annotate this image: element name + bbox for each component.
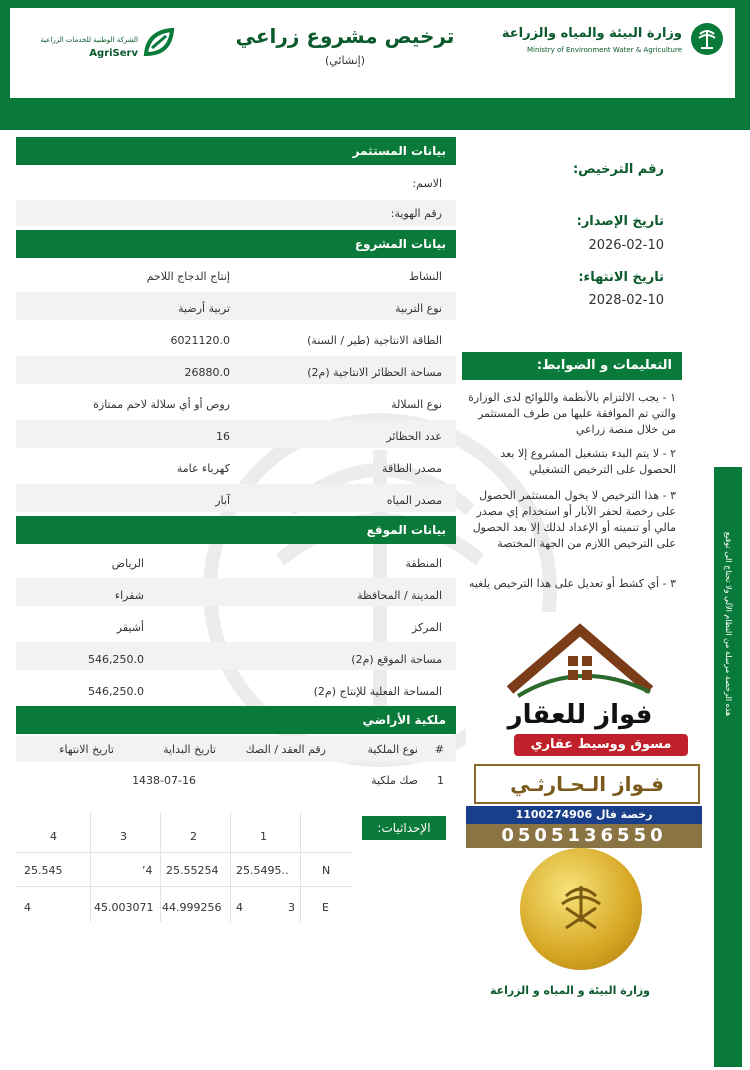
ministry-name-ar: وزارة البيئة والمياه والزراعة: [501, 26, 682, 41]
project-section-header: بيانات المشروع: [16, 230, 456, 258]
coord-divider: [300, 812, 301, 922]
instruction-item: ٣ - هذا الترخيص لا يخول المستثمر الحصول على رخصة لحفر الآبار أو استخدام إي مصدر مالي أو تنميته أو الإعداد لذلك إلا بعد الحصول على الترخيص اللازم من الجهة المختصة: [472, 489, 676, 550]
project-label: عدد الحظائر: [386, 430, 442, 443]
location-label: المدينة / المحافظة: [357, 589, 442, 602]
ministry-name-en: Ministry of Environment Water & Agriculture: [527, 46, 682, 54]
coord-e-value: 4: [236, 901, 243, 914]
ad-owner-name: فـواز الـحـارثـي: [474, 764, 700, 804]
location-label: مساحة الموقع (م2): [351, 653, 442, 666]
coord-divider: [160, 812, 161, 922]
location-value: الرياض: [111, 557, 144, 570]
agriserv-name-ar: الشركة الوطنية للخدمات الزراعية: [40, 36, 138, 44]
seal-emblem-icon: [552, 878, 610, 940]
location-section-header: بيانات الموقع: [16, 516, 456, 544]
project-value: إنتاج الدجاج اللاحم: [146, 270, 230, 283]
agriserv-name-en: AgriServ: [89, 48, 138, 59]
license-number-label: رقم الترخيص:: [572, 162, 664, 177]
investor-id-label: رقم الهوية:: [390, 207, 442, 220]
ownership-cell-start: 1438-07-16: [132, 774, 196, 787]
location-label: المساحة الفعلية للإنتاج (م2): [313, 685, 442, 698]
project-label: نوع التربية: [395, 302, 442, 315]
issue-date-label: تاريخ الإصدار:: [576, 214, 664, 229]
location-label: المنطقة: [405, 557, 442, 570]
ownership-cell-type: صك ملكية: [371, 774, 418, 787]
expiry-date-label: تاريخ الانتهاء:: [578, 270, 664, 285]
project-label: مصدر المياه: [386, 494, 442, 507]
coord-divider: [90, 812, 91, 922]
coord-e-value: 3: [288, 901, 295, 914]
coord-col-header: 3: [120, 830, 127, 843]
ad-brand-name: فواز للعقار: [507, 700, 653, 730]
ownership-col-type: نوع الملكية: [367, 743, 418, 756]
coord-n-value: 25.5495..: [236, 864, 289, 877]
coord-e-label: E: [322, 901, 329, 914]
project-label: الطاقة الانتاجية (طير / السنة): [307, 334, 442, 347]
location-value: 546,250.0: [88, 685, 144, 698]
investor-name-label: الاسم:: [412, 177, 442, 190]
leaf-logo-icon: [140, 24, 178, 62]
coord-e-value: 45.003071: [94, 901, 154, 914]
ownership-col-index: #: [434, 743, 444, 756]
ad-tagline: مسوق ووسيط عقاري: [514, 734, 688, 756]
project-label: مصدر الطاقة: [382, 462, 442, 475]
project-value: روص أو أي سلالة لاحم ممتازة: [93, 398, 230, 411]
coord-col-header: 4: [50, 830, 57, 843]
project-value: 26880.0: [184, 366, 230, 379]
coord-n-value: 25.545: [24, 864, 63, 877]
coord-col-header: 1: [260, 830, 267, 843]
ownership-cell-index: 1: [437, 774, 444, 787]
project-value: كهرباء عامة: [176, 462, 230, 475]
instruction-item: ١ - يجب الالتزام بالأنظمة واللوائح لدى الوزارة والتي تم الموافقة عليها من طرف المستثمر من خلال منصة زراعي: [468, 391, 676, 436]
ministry-logo: [690, 22, 724, 56]
ad-license: رخصة فال 1100274906: [466, 806, 702, 824]
ownership-section-header: ملكية الأراضي: [16, 706, 456, 734]
coord-row-divider: [16, 852, 352, 853]
coord-n-label: N: [322, 864, 331, 877]
sidebar-text: هذه الرخصة مرسلة من النظام الآلي ولا تحتاج الى توقيع: [724, 531, 733, 717]
seal-caption: وزارة البيئة و المياه و الزراعة: [489, 984, 651, 997]
page-title: ترخيص مشروع زراعي: [235, 24, 455, 48]
project-label: نوع السلالة: [391, 398, 442, 411]
issue-date-value: 2026-02-10: [588, 238, 664, 253]
coordinates-label: الإحداثيات:: [362, 816, 446, 840]
coord-n-value: ’4: [142, 864, 153, 877]
ownership-col-contract: رقم العقد / الصك: [245, 743, 326, 756]
location-label: المركز: [411, 621, 442, 634]
agriserv-logo: [140, 24, 178, 62]
location-value: أشيقر: [116, 621, 144, 634]
project-value: تربية أرضية: [178, 302, 230, 315]
palm-emblem-icon: [690, 22, 724, 56]
coord-e-value: 44.999256: [162, 901, 222, 914]
location-value: شقراء: [114, 589, 144, 602]
project-value: 16: [216, 430, 230, 443]
ad-phone: 0505136550: [466, 824, 702, 848]
page-subtitle: (إنشائي): [324, 54, 366, 67]
project-label: النشاط: [408, 270, 442, 283]
coord-n-value: 25.55254: [166, 864, 219, 877]
ownership-col-start: تاريخ البداية: [163, 743, 216, 756]
instruction-item: ٢ - لا يتم البدء بتشغيل المشروع إلا بعد الحصول على الترخيص التشغيلي: [500, 447, 676, 476]
coord-e-value: 4: [24, 901, 31, 914]
coord-col-header: 2: [190, 830, 197, 843]
coord-row-divider: [16, 886, 352, 887]
project-value: آبار: [215, 494, 230, 507]
project-value: 6021120.0: [170, 334, 230, 347]
project-label: مساحة الحظائر الانتاجية (م2): [307, 366, 442, 379]
instruction-item: ٣ - أي كشط أو تعديل على هذا الترخيص يلغيه: [468, 577, 676, 590]
coord-divider: [230, 812, 231, 922]
expiry-date-value: 2028-02-10: [588, 293, 664, 308]
location-value: 546,250.0: [88, 653, 144, 666]
investor-section-header: بيانات المستثمر: [16, 137, 456, 165]
instructions-section-header: التعليمات و الضوابط:: [462, 352, 682, 380]
ownership-col-end: تاريخ الانتهاء: [59, 743, 114, 756]
house-icon: [500, 618, 660, 698]
